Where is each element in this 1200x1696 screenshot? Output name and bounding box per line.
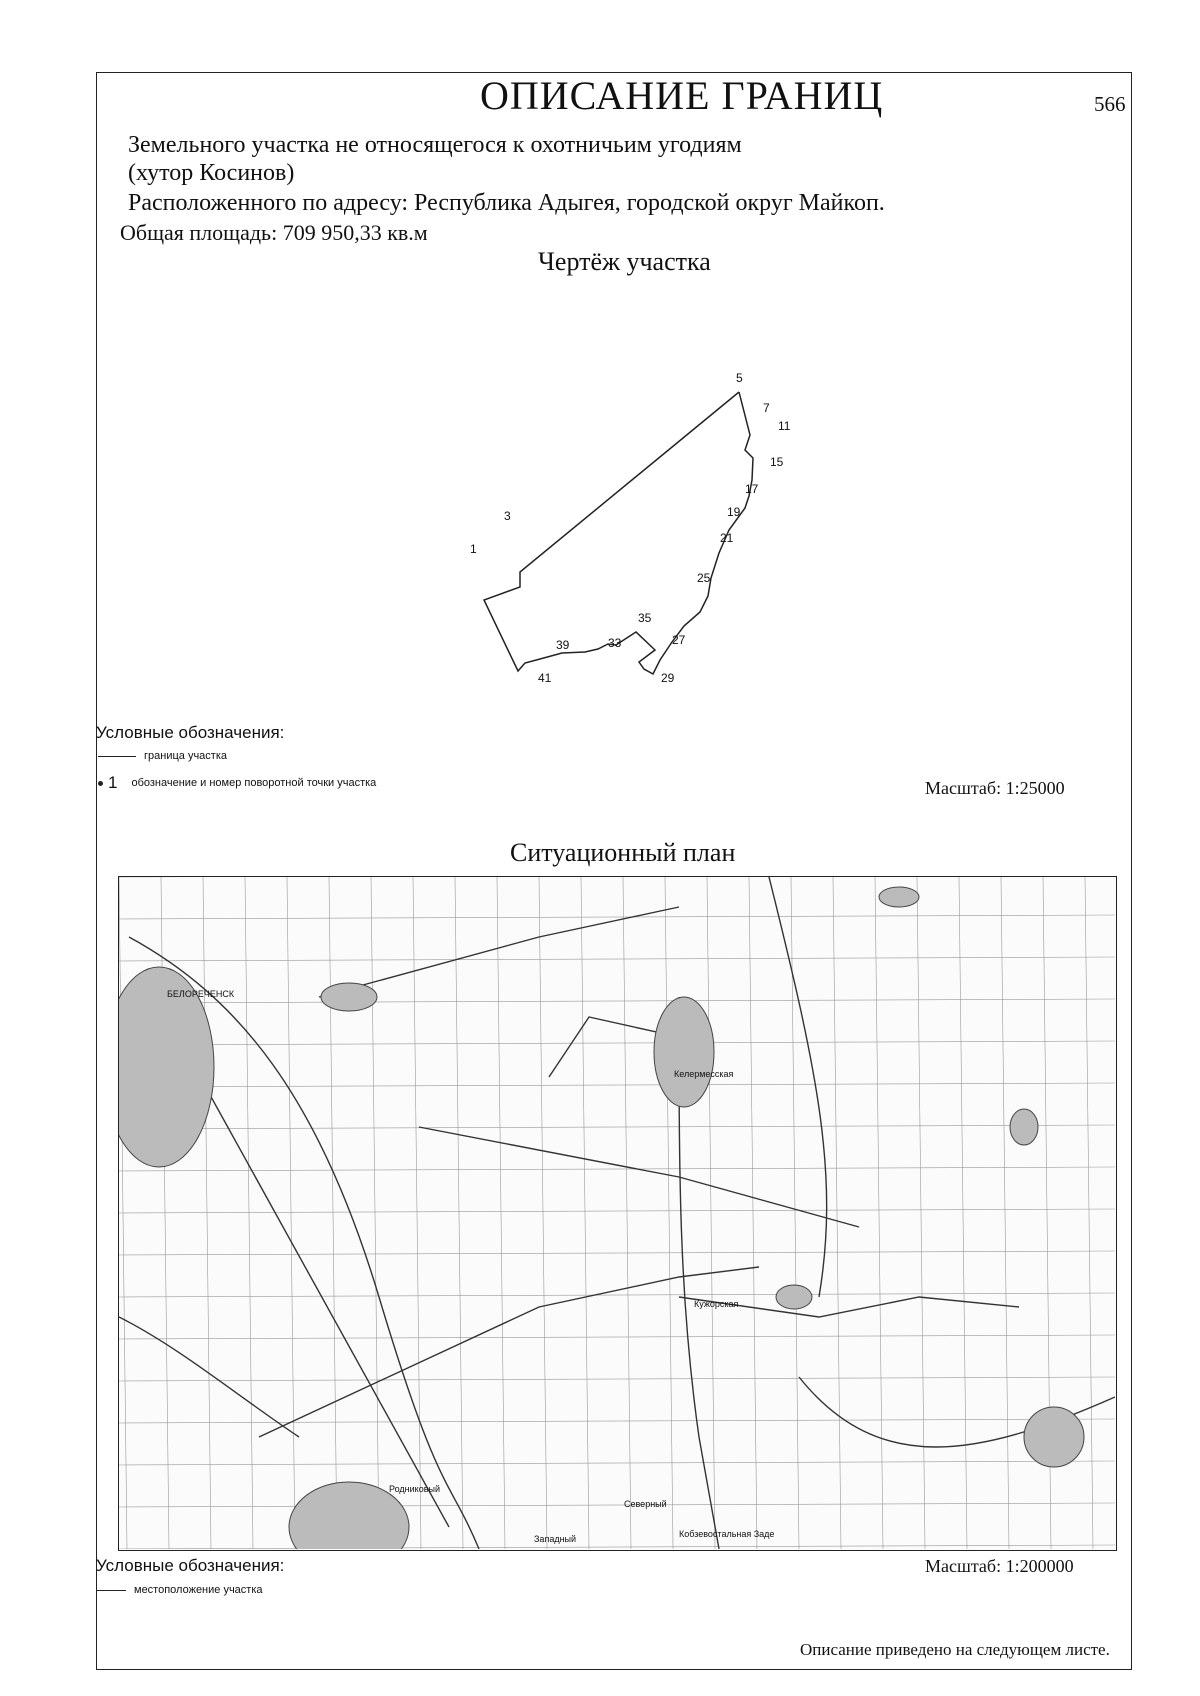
map-grid-line	[119, 1335, 1115, 1339]
map-grid-line	[119, 1503, 1115, 1507]
map-grid-line	[455, 877, 463, 1549]
map-grid-line	[119, 957, 1115, 961]
drawing-title: Чертёж участка	[538, 247, 711, 276]
map-road	[189, 1057, 449, 1527]
description-line-2: (хутор Косинов)	[128, 160, 295, 186]
map-settlement	[879, 887, 919, 907]
map-settlement	[1010, 1109, 1038, 1145]
legend-point-text: обозначение и номер поворотной точки участка	[131, 776, 377, 789]
map-settlement	[776, 1285, 812, 1309]
map-grid-line	[959, 877, 967, 1549]
map-place-label: Родниковый	[389, 1484, 440, 1494]
map-road	[319, 907, 679, 997]
point-dot-icon	[98, 781, 103, 786]
turning-point-label: 35	[638, 611, 652, 625]
map-grid-line	[119, 1251, 1115, 1255]
turning-point-label: 41	[538, 671, 552, 685]
map-place-label: Келермесская	[674, 1069, 734, 1079]
situation-map-image	[119, 877, 1115, 1549]
boundary-line-symbol	[98, 756, 136, 757]
plan-legend-location	[96, 1584, 263, 1596]
map-grid-line	[707, 877, 715, 1549]
turning-point-label: 33	[608, 636, 622, 650]
page-number: 566	[1094, 92, 1126, 116]
map-grid-line	[119, 1209, 1115, 1213]
map-settlement	[1024, 1407, 1084, 1467]
turning-point-label: 25	[697, 571, 711, 585]
location-line-symbol	[96, 1590, 126, 1591]
map-place-label: Западный	[534, 1534, 577, 1544]
drawing-scale: Масштаб: 1:25000	[925, 778, 1065, 798]
map-grid-line	[791, 877, 799, 1549]
description-line-1: Земельного участка не относящегося к охотничьим угодиям	[128, 132, 742, 158]
map-grid-line	[665, 877, 673, 1549]
turning-point-label: 17	[745, 482, 759, 496]
map-grid-line	[1001, 877, 1009, 1549]
map-grid-line	[371, 877, 379, 1549]
plan-legend-location-text: местоположение участка	[134, 1584, 263, 1596]
map-grid-line	[119, 1125, 1115, 1129]
map-grid-line	[287, 877, 295, 1549]
map-grid-line	[245, 877, 253, 1549]
map-grid-line	[581, 877, 589, 1549]
map-grid-line	[623, 877, 631, 1549]
document-title: ОПИСАНИЕ ГРАНИЦ	[480, 73, 884, 118]
turning-point-label: 3	[504, 509, 511, 523]
map-grid-line	[1085, 877, 1093, 1549]
map-road	[769, 877, 827, 1297]
turning-point-label: 7	[763, 401, 770, 415]
turning-point-label: 1	[470, 542, 477, 556]
area-line: Общая площадь: 709 950,33 кв.м	[120, 220, 428, 245]
turning-point-label: 39	[556, 638, 570, 652]
map-grid-line	[329, 877, 337, 1549]
plan-title: Ситуационный план	[510, 838, 736, 867]
turning-point-label: 15	[770, 455, 784, 469]
footer-note: Описание приведено на следующем листе.	[800, 1640, 1110, 1659]
parcel-boundary	[484, 392, 753, 674]
map-grid-line	[119, 1041, 1115, 1045]
map-grid-line	[413, 877, 421, 1549]
map-grid-line	[119, 1083, 1115, 1087]
map-grid-line	[119, 999, 1115, 1003]
plan-scale: Масштаб: 1:200000	[925, 1556, 1074, 1576]
map-grid-line	[875, 877, 883, 1549]
legend-title: Условные обозначения:	[96, 723, 285, 742]
address-line: Расположенного по адресу: Республика Адыгея, городской округ Майкоп.	[128, 190, 885, 216]
map-grid-line	[119, 1461, 1115, 1465]
map-grid-line	[749, 877, 757, 1549]
legend-boundary	[98, 750, 227, 762]
situation-map	[118, 876, 1117, 1551]
turning-point-label: 27	[672, 633, 686, 647]
map-settlement	[321, 983, 377, 1011]
map-grid-line	[119, 1377, 1115, 1381]
plan-legend-title: Условные обозначения:	[96, 1556, 285, 1575]
map-grid-line	[539, 877, 547, 1549]
map-settlement	[654, 997, 714, 1107]
map-grid-line	[203, 877, 211, 1549]
map-road	[419, 1127, 859, 1227]
turning-point-label: 11	[778, 419, 791, 433]
map-grid-line	[917, 877, 925, 1549]
turning-point-label: 19	[727, 505, 741, 519]
map-grid-line	[119, 1293, 1115, 1297]
map-grid-line	[119, 1545, 1115, 1549]
map-grid-line	[119, 1167, 1115, 1171]
map-place-label: БЕЛОРЕЧЕНСК	[167, 989, 235, 999]
turning-point-label: 29	[661, 671, 675, 685]
legend-point	[98, 773, 376, 793]
legend-point-number: 1	[108, 773, 118, 792]
map-place-label: Северный	[624, 1499, 667, 1509]
parcel-drawing	[440, 360, 820, 690]
map-place-label: Кужорская	[694, 1299, 739, 1309]
legend-boundary-text: граница участка	[144, 750, 227, 762]
map-grid-line	[497, 877, 505, 1549]
map-grid-line	[833, 877, 841, 1549]
map-place-label: Кобзевостальная Заде	[679, 1529, 775, 1539]
map-grid-line	[119, 915, 1115, 919]
turning-point-label: 21	[720, 531, 734, 545]
turning-point-label: 5	[736, 371, 743, 385]
